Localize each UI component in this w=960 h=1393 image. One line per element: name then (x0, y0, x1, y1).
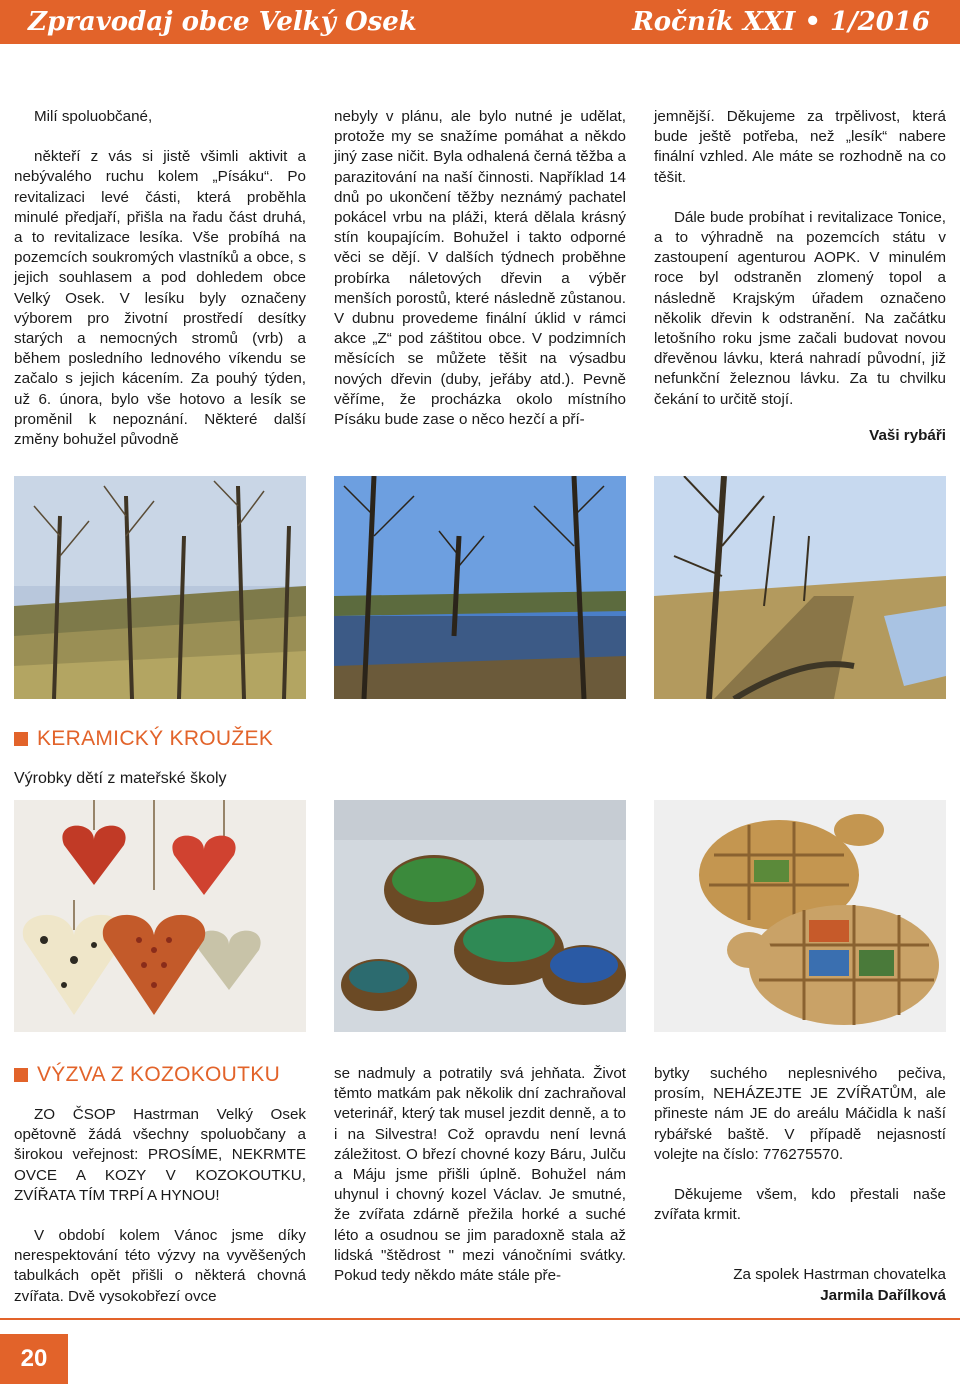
path-photo-graphic (654, 476, 946, 699)
vyzva-paragraph: Děkujeme všem, kdo přestali naše zvířata krmit. (654, 1186, 946, 1224)
issue-number: Ročník XXI • 1/2016 (632, 7, 930, 37)
pond-photo-graphic (334, 476, 626, 699)
article1-paragraph: Dále bude probíhat i revitalizace Tonice, a to výhradně na pozemcích státu v zastoupení agenturou AOPK. V minulém roce byl odstraněn zlomený topol a následně Krajským úřadem označeno několik dřevin k odstranění. Na začátku letošního roku jsme začali budovat novou dřevěnou lávku, která nahradí původní, již nefunkční železnou lávku. Za tu chvilku čekání to určitě stojí. (654, 208, 946, 408)
photo-pond (334, 476, 626, 699)
photo-ceramic-hearts (14, 800, 306, 1032)
ceramic-hearts-graphic (14, 800, 306, 1032)
footer-divider (0, 1318, 960, 1320)
newsletter-title: Zpravodaj obce Velký Osek (28, 7, 417, 37)
article1-column-2 (334, 107, 626, 430)
vyzva-paragraph: V období kolem Vánoc jsme díky nerespektování této výzvy na vyvěšených tabulkách opět přišli o některá chovná zvířata. Dvě vysokobřezí ovce (14, 1227, 306, 1305)
page-number: 20 (0, 1334, 68, 1384)
article1-column-1 (14, 107, 306, 450)
vyzva-column-2 (334, 1064, 626, 1286)
vyzva-signature-name: Jarmila Dařílková (820, 1286, 946, 1304)
ceramic-turtles-graphic (654, 800, 946, 1032)
section-bullet-icon (14, 1068, 28, 1082)
forest-photo-graphic (14, 476, 306, 699)
vyzva-paragraph: ZO ČSOP Hastrman Velký Osek opětovně žádá všechny spoluobčany a širokou veřejnost: PROSÍME, NEKRMTE OVCE A KOZY V KOZOKOUTKU, ZVÍŘATA TÍM TRPÍ A HYNOU! (14, 1106, 306, 1204)
article1-signature: Vaši rybáři (869, 426, 946, 444)
page-header (0, 0, 960, 44)
section-subheading: Výrobky dětí z mateřské školy (14, 770, 227, 787)
section-bullet-icon (14, 732, 28, 746)
vyzva-paragraph: se nadmuly a potratily svá jehňata. Život těmto matkám pak několik dní zachraňoval veterinář, který tak musel jezdit denně, a to i na Silvestra! Což opravdu není levná záležitost. O březí chovné kozy Báru, Julču a Máju jsme přišli úplně. Bohužel nám uhynul i chovný kozel Václav. Je smutné, že zvířata zdárně přežila horké a suché léto a osudnou se jim paradoxně stala až lidská "štědrost " mezi vánočními svátky. Pokud tedy někdo máte stále pře- (334, 1065, 626, 1285)
section-title: VÝZVA Z KOZOKOUTKU (37, 1063, 281, 1086)
article1-paragraph: nebyly v plánu, ale bylo nutné je udělat, protože my se snažíme pomáhat a někdo jiný zase ničit. Byla odhalená černá těžba a parazitování na naší činnosti. Například 14 dnů po ukončení těžby neznámý pachatel pokácel vrbu na pláži, která dělala krásný stín koupajícím. Bohužel i takto odporné věci se dějí. V dalších týdnech proběhne probírka náletových dřevin a výběr menších porostů, které následně zůstanou. V dubnu provedeme finální úklid v rámci akce „Z“ pod záštitou obce. V podzimních měsících se můžete těšit na výsadbu nových dřevin (duby, jeřáby atd.). Pevně věříme, že procházka okolo místního Písáku bude zase o něco hezčí a pří- (334, 108, 626, 429)
article1-paragraph: někteří z vás si jistě všimli aktivit a nebývalého ruchu kolem „Písáku“. Po revitalizaci levé části, která proběhla minulé předjaří, přišla na řadu část druhá, a to revitalizace lesíka. Vše probíhá na pozemcích soukromých vlastníků a obce, s jejich souhlasem a pod dohledem obce Velký Osek. V lesíku byly označeny výborem pro životní prostředí desítky starých a nemocných stromů (vrb) a během posledního lednového víkendu se začalo s jejich kácením. Za pouhý týden, už 6. února, bylo vše hotovo a lesík se proměnil k nepoznání. Některé další změny bohužel původně (14, 148, 306, 449)
photo-ceramic-bowls (334, 800, 626, 1032)
photo-ceramic-turtles (654, 800, 946, 1032)
section-title: KERAMICKÝ KROUŽEK (37, 727, 274, 750)
section-heading-vyzva (14, 1063, 280, 1087)
section-heading-keramika (14, 727, 273, 751)
article1-column-3 (654, 107, 946, 446)
ceramic-bowls-graphic (334, 800, 626, 1032)
article1-salutation: Milí spoluobčané, (34, 108, 153, 125)
vyzva-signature-line: Za spolek Hastrman chovatelka (733, 1266, 946, 1284)
article1-paragraph: jemnější. Děkujeme za trpělivost, která bude ještě potřeba, než „lesík“ nabere finální vzhled. Ale máte se rozhodně na co těšit. (654, 108, 946, 186)
vyzva-column-3 (654, 1064, 946, 1306)
photo-forest-1 (14, 476, 306, 699)
vyzva-paragraph: bytky suchého neplesnivého pečiva, prosím, NEHÁZEJTE JE ZVÍŘATŮM, ale přineste nám JE do areálu Máčidla k naší rybářské baště. V případě nejasností volejte na číslo: 776275570. (654, 1065, 946, 1163)
photo-path (654, 476, 946, 699)
vyzva-column-1 (14, 1105, 306, 1307)
